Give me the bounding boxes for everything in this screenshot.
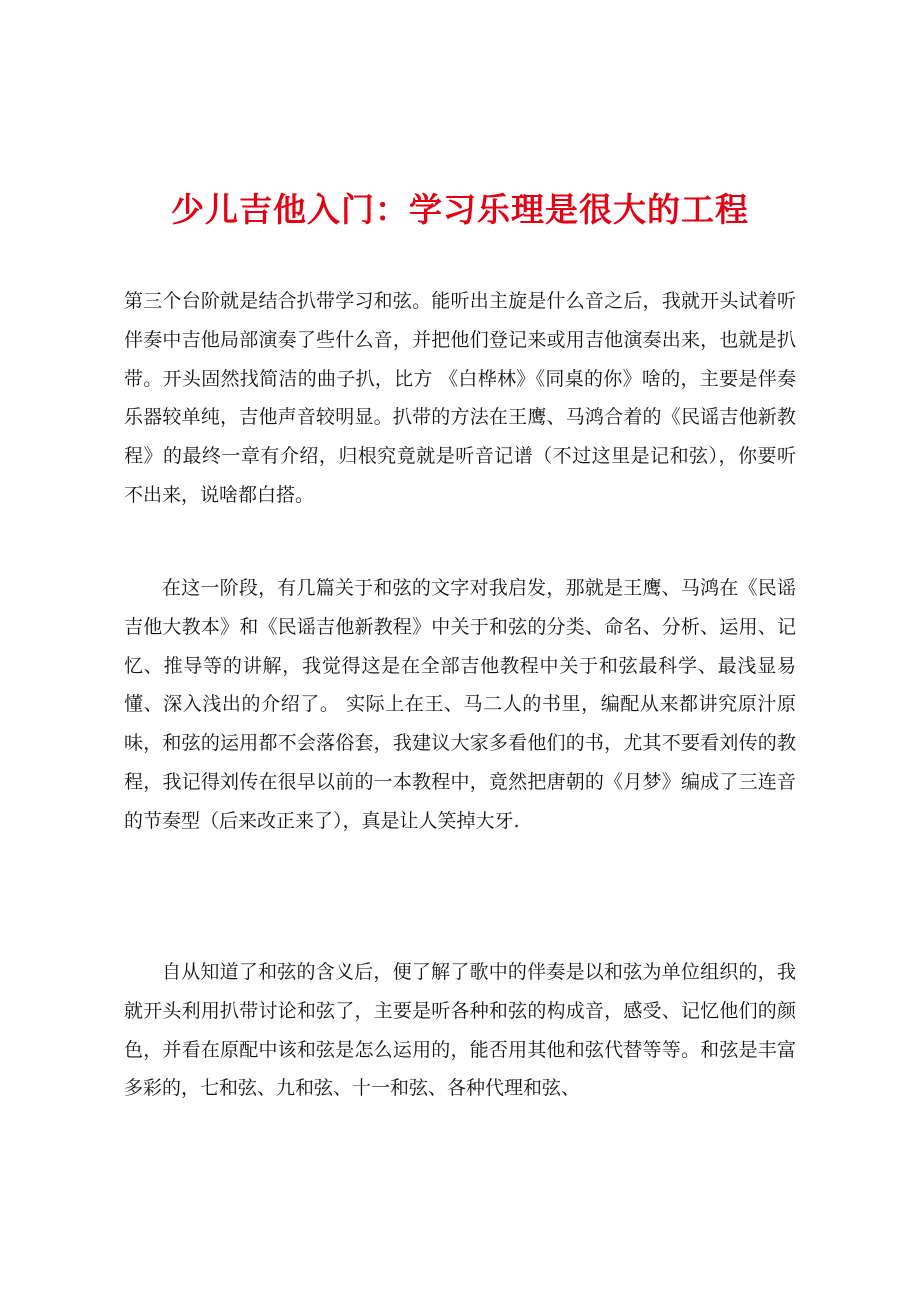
paragraph-block-3: [124, 953, 796, 1108]
paragraph-block-2: [124, 569, 796, 841]
paragraph-block-1: [124, 282, 796, 515]
paragraph-2: 在这一阶段，有几篇关于和弦的文字对我启发，那就是王鹰、马鸿在《民谣吉他大教本》和《民谣吉他新教程》中关于和弦的分类、命名、分析、运用、记忆、推导等的讲解，我觉得这是在全部吉他教程中关于和弦最科学、最浅显易懂、深入浅出的介绍了。 实际上在王、马二人的书里，编配从来都讲究原汁原味，和弦的运用都不会落俗套，我建议大家多看他们的书，尤其不要看刘传的教程，我记得刘传在很早以前的一本教程中，竟然把唐朝的《月梦》编成了三连音的节奏型（后来改正来了），真是让人笑掉大牙.: [124, 577, 796, 832]
document-title: 少儿吉他入门：学习乐理是很大的工程: [171, 190, 749, 229]
paragraph-1: 第三个台阶就是结合扒带学习和弦。能听出主旋是什么音之后，我就开头试着听伴奏中吉他局部演奏了些什么音，并把他们登记来或用吉他演奏出来，也就是扒带。开头固然找简洁的曲子扒，比方 《白桦林》《同桌的你》啥的，主要是伴奏乐器较单纯，吉他声音较明显。扒带的方法在王鹰、马鸿合着的《民谣吉他新教程》的最终一章有介绍，归根究竟就是听音记谱（不过这里是记和弦），你要听不出来，说啥都白搭。: [124, 290, 796, 506]
paragraph-3: 自从知道了和弦的含义后，便了解了歌中的伴奏是以和弦为单位组织的，我就开头利用扒带讨论和弦了，主要是听各种和弦的构成音，感受、记忆他们的颜色，并看在原配中该和弦是怎么运用的，能否用其他和弦代替等等。和弦是丰富多彩的，七和弦、九和弦、十一和弦、各种代理和弦、: [124, 961, 796, 1100]
